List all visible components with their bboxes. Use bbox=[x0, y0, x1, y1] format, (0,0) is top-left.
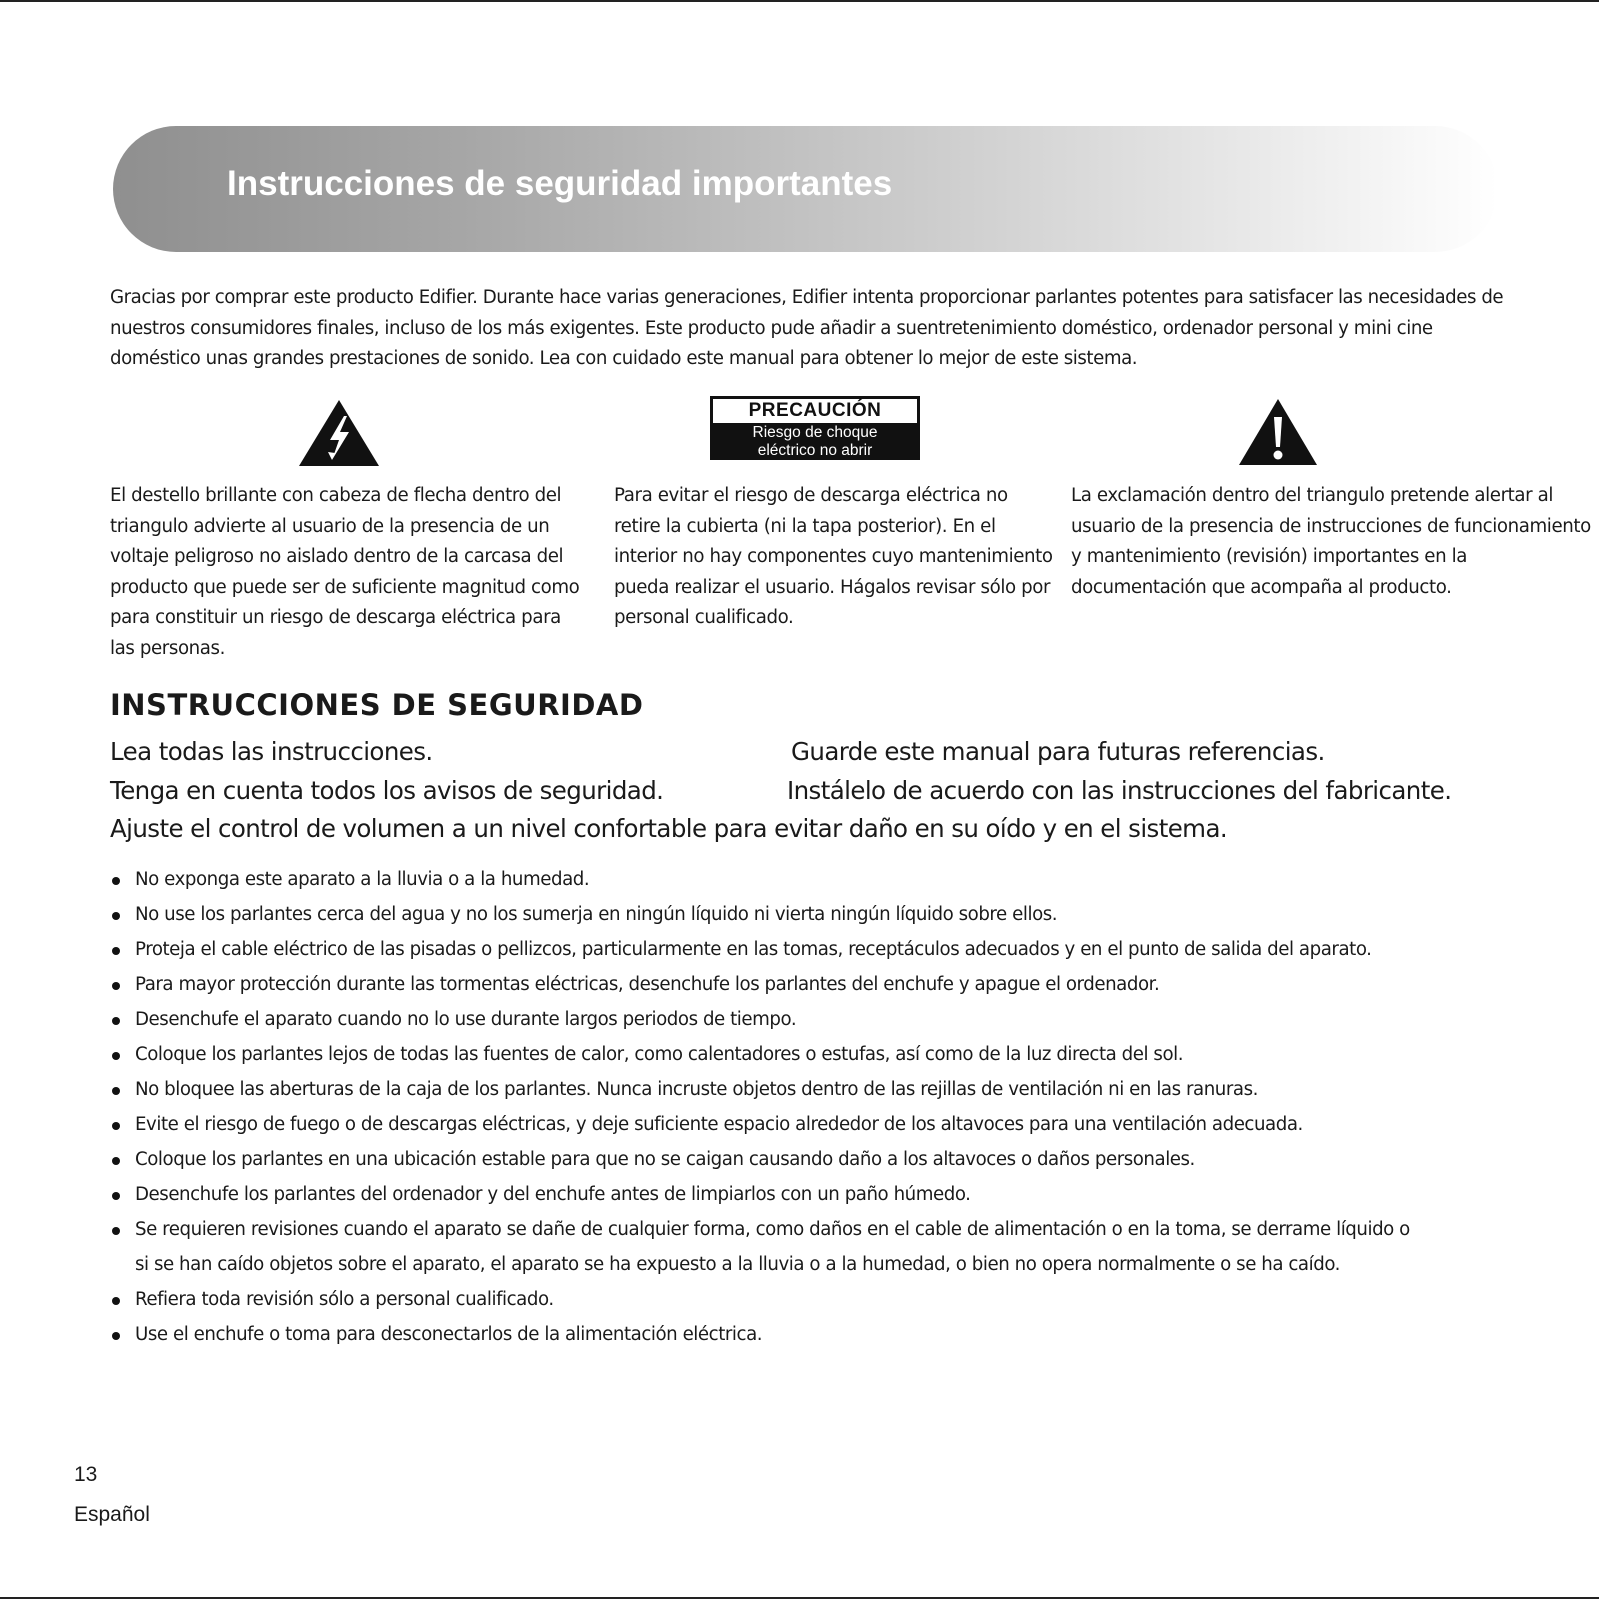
safety-line-keep-manual: Guarde este manual para futuras referencias. bbox=[791, 737, 1325, 766]
intro-paragraph: Gracias por comprar este producto Edifier. Durante hace varias generaciones, Edifier intenta proporcionar parlantes potentes para satisfacer las necesidades de nuestros consumidores finales, incluso de los más exigentes. Este producto pude añadir a suentretenimiento doméstico, ordenador personal y mini cine doméstico unas grandes prestaciones de sonido. Lea con cuidado este manual para obtener lo mejor de este sistema. bbox=[110, 287, 1504, 369]
page-language: Español bbox=[74, 1503, 150, 1526]
list-item: Desenchufe el aparato cuando no lo use durante largos periodos de tiempo. bbox=[110, 1002, 1530, 1037]
lightning-description: El destello brillante con cabeza de flecha dentro del triangulo advierte al usuario de la presencia de un voltaje peligroso no aislado dentro de la carcasa del producto que puede ser de suficiente magnitud como para constituir un riesgo de descarga eléctrica para las personas. bbox=[110, 485, 580, 659]
list-item: Se requieren revisiones cuando el aparato se dañe de cualquier forma, como daños en el cable de alimentación o en la toma, se derrame líquido o si se han caído objetos sobre el aparato, el aparato se ha expuesto a la lluvia o a la humedad, o bien no opera normalmente o se ha caído. bbox=[110, 1212, 1425, 1282]
list-item: No exponga este aparato a la lluvia o a la humedad. bbox=[110, 862, 1530, 897]
safety-line-heed-warnings: Tenga en cuenta todos los avisos de seguridad. bbox=[110, 776, 664, 805]
page-number: 13 bbox=[74, 1463, 98, 1486]
list-item: Proteja el cable eléctrico de las pisadas o pellizcos, particularmente en las tomas, receptáculos adecuados y en el punto de salida del aparato. bbox=[110, 932, 1530, 967]
caution-title: PRECAUCIÓN bbox=[713, 399, 917, 423]
list-item: Coloque los parlantes lejos de todas las fuentes de calor, como calentadores o estufas, así como de la luz directa del sol. bbox=[110, 1037, 1530, 1072]
list-item: Para mayor protección durante las tormentas eléctricas, desenchufe los parlantes del enchufe y apague el ordenador. bbox=[110, 967, 1530, 1002]
list-item: Use el enchufe o toma para desconectarlos de la alimentación eléctrica. bbox=[110, 1317, 1530, 1352]
list-item: Desenchufe los parlantes del ordenador y del enchufe antes de limpiarlos con un paño húmedo. bbox=[110, 1177, 1530, 1212]
list-item: No use los parlantes cerca del agua y no los sumerja en ningún líquido ni vierta ningún líquido sobre ellos. bbox=[110, 897, 1530, 932]
bottom-rule bbox=[0, 1597, 1599, 1599]
caution-label bbox=[710, 396, 920, 460]
caution-line-2: eléctrico no abrir bbox=[757, 442, 873, 459]
list-item: No bloquee las aberturas de la caja de los parlantes. Nunca incruste objetos dentro de las rejillas de ventilación ni en las ranuras. bbox=[110, 1072, 1530, 1107]
list-item: Evite el riesgo de fuego o de descargas eléctricas, y deje suficiente espacio alrededor de los altavoces para una ventilación adecuada. bbox=[110, 1107, 1530, 1142]
lightning-warning-icon bbox=[297, 398, 381, 468]
safety-line-volume: Ajuste el control de volumen a un nivel confortable para evitar daño en su oído y en el sistema. bbox=[110, 814, 1228, 843]
safety-bullet-list bbox=[110, 862, 1530, 1352]
list-item: Coloque los parlantes en una ubicación estable para que no se caigan causando daño a los altavoces o daños personales. bbox=[110, 1142, 1530, 1177]
safety-line-install: Instálelo de acuerdo con las instrucciones del fabricante. bbox=[787, 776, 1452, 805]
top-rule bbox=[0, 0, 1599, 2]
caution-line-1: Riesgo de choque bbox=[752, 424, 878, 441]
exclamation-warning-icon bbox=[1237, 397, 1319, 467]
page-title: Instrucciones de seguridad importantes bbox=[227, 164, 893, 203]
exclamation-description: La exclamación dentro del triangulo pretende alertar al usuario de la presencia de instrucciones de funcionamiento y mantenimiento (revisión) importantes en la documentación que acompaña al producto. bbox=[1071, 485, 1591, 598]
safety-section-title: INSTRUCCIONES DE SEGURIDAD bbox=[110, 688, 644, 722]
caution-description: Para evitar el riesgo de descarga eléctrica no retire la cubierta (ni la tapa posterior). En el interior no hay componentes cuyo mantenimiento pueda realizar el usuario. Hágalos revisar sólo por personal cualificado. bbox=[614, 485, 1053, 629]
list-item: Refiera toda revisión sólo a personal cualificado. bbox=[110, 1282, 1530, 1317]
safety-line-read-all: Lea todas las instrucciones. bbox=[110, 737, 433, 766]
